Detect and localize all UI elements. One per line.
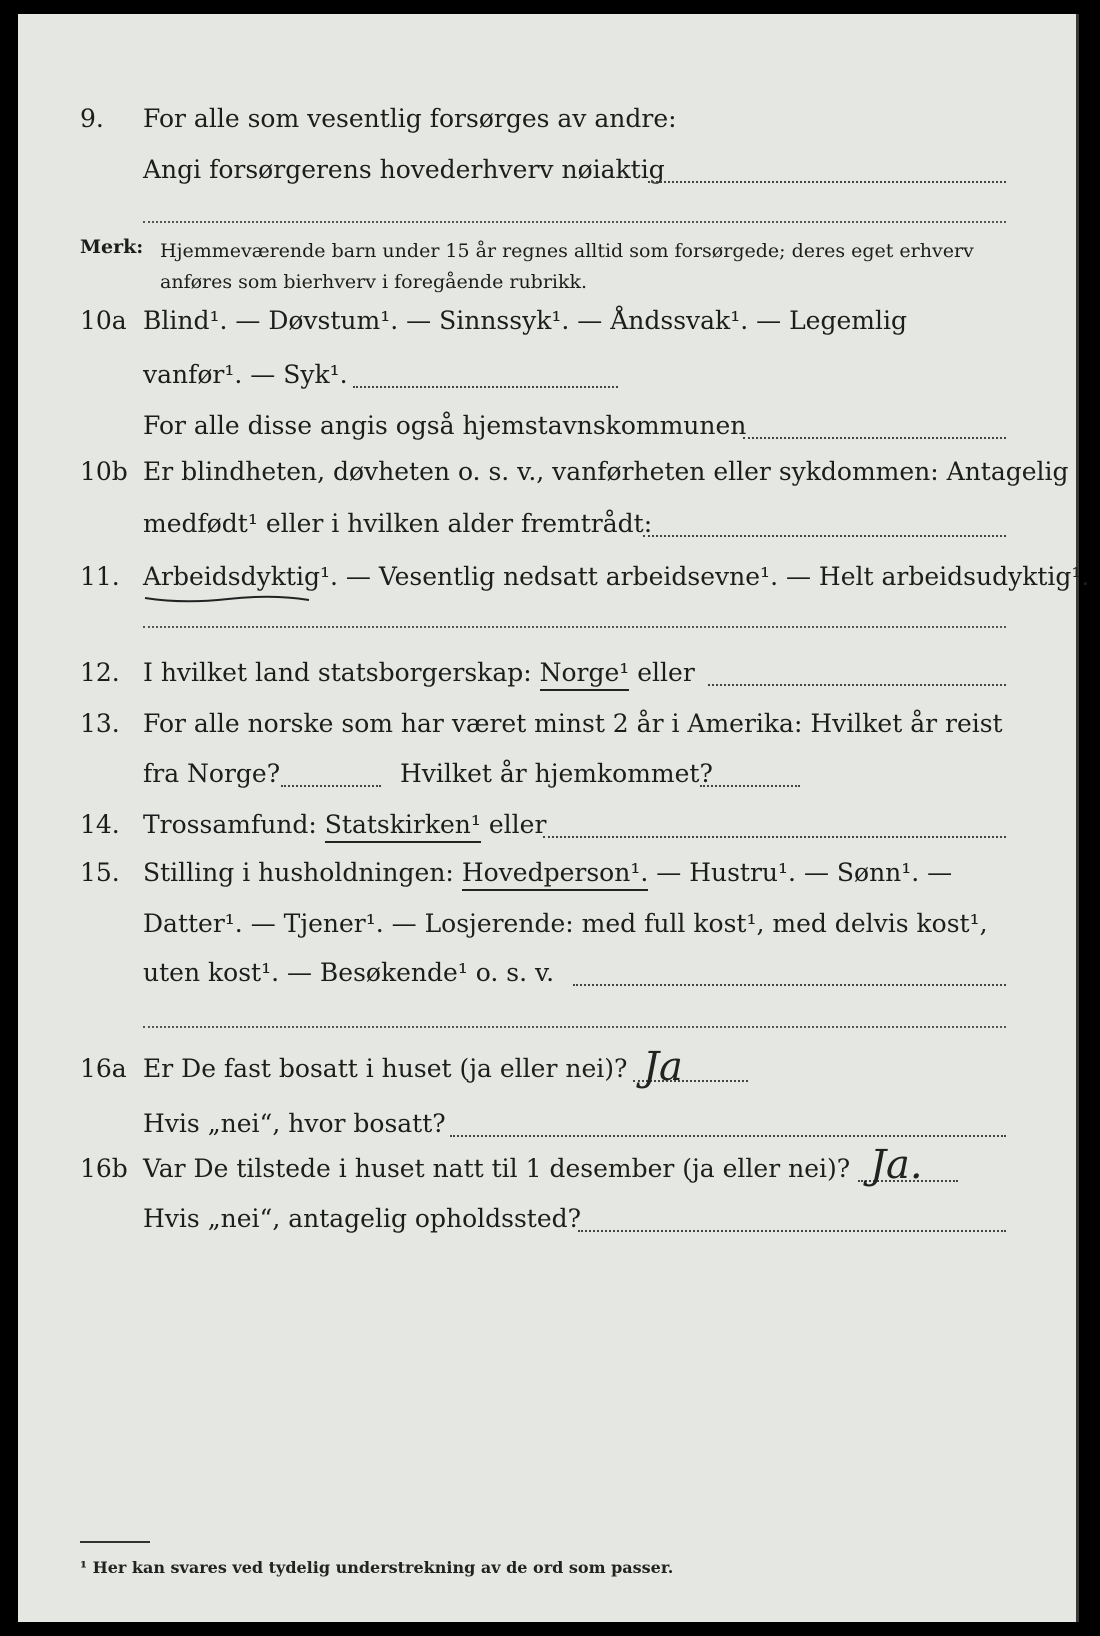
q15-text-3: uten kost¹. — Besøkende¹ o. s. v. (143, 958, 555, 987)
q15-prefix: Stilling i husholdningen: (143, 858, 454, 887)
q13-number: 13. (80, 709, 120, 738)
handwritten-underline-mark (143, 592, 313, 604)
merk-label: Merk: (80, 236, 144, 258)
q10b-number: 10b (80, 457, 128, 486)
q12-option-norge[interactable]: Norge¹ (540, 658, 630, 691)
q12-prefix: I hvilket land statsborgerskap: (143, 658, 532, 687)
q10b-text-2: medfødt¹ eller i hvilken alder fremtrådt: (143, 509, 653, 538)
q15-number: 15. (80, 858, 120, 887)
q14-prefix: Trossamfund: (143, 810, 317, 839)
q16b-text-1: Var De tilstede i huset natt til 1 desember (ja eller nei)? (143, 1154, 851, 1183)
q11-answer-line[interactable] (143, 626, 1006, 628)
q13-text-2b: Hvilket år hjemkommet? (400, 759, 713, 788)
q16b-opholdssted-field[interactable] (578, 1230, 1006, 1232)
q15-text-2: Datter¹. — Tjener¹. — Losjerende: med full kost¹, med delvis kost¹, (143, 909, 988, 938)
q15-text-1 (143, 858, 952, 887)
merk-text-2: anføres som bierhverv i foregående rubrikk. (160, 271, 588, 293)
q15-option-hovedperson[interactable]: Hovedperson¹. (462, 858, 648, 891)
q12-answer-field[interactable] (708, 684, 1006, 686)
q9-answer-field[interactable] (648, 181, 1006, 183)
q9-text-1: For alle som vesentlig forsørges av andre: (143, 104, 677, 133)
q13-text-1: For alle norske som har været minst 2 år i Amerika: Hvilket år reist (143, 709, 1003, 738)
q16a-bosatt-field[interactable] (450, 1135, 1006, 1137)
q11-text-1: Arbeidsdyktig¹. — Vesentlig nedsatt arbeidsevne¹. — Helt arbeidsudyktig¹. (143, 562, 1090, 591)
q10a-answer-field[interactable] (353, 386, 618, 388)
merk-text-1: Hjemmeværende barn under 15 år regnes alltid som forsørgede; deres eget erhverv (160, 240, 974, 262)
q12-number: 12. (80, 658, 120, 687)
q13-reist-field[interactable] (281, 785, 381, 787)
q16a-number: 16a (80, 1054, 127, 1083)
q10a-text-1: Blind¹. — Døvstum¹. — Sinnssyk¹. — Åndssvak¹. — Legemlig (143, 306, 907, 335)
q10a-text-2: vanfør¹. — Syk¹. (143, 360, 348, 389)
q13-hjemkommet-field[interactable] (700, 785, 800, 787)
q9-text-2: Angi forsørgerens hovederhverv nøiaktig (143, 155, 665, 184)
q10b-text-1: Er blindheten, døvheten o. s. v., vanførheten eller sykdommen: Antagelig (143, 457, 1069, 486)
q15-answer-field[interactable] (573, 984, 1006, 986)
q14-number: 14. (80, 810, 120, 839)
q14-text (143, 810, 546, 839)
q13-text-2a: fra Norge? (143, 759, 281, 788)
q11-number: 11. (80, 562, 120, 591)
census-form-page (18, 14, 1090, 1622)
q9-number: 9. (80, 104, 104, 133)
q10a-number: 10a (80, 306, 127, 335)
q9-answer-line-2[interactable] (143, 221, 1006, 223)
footnote: ¹ Her kan svares ved tydelig understrekning av de ord som passer. (80, 1558, 674, 1577)
q10a-hometown-field[interactable] (743, 437, 1006, 439)
q16b-text-2: Hvis „nei“, antagelig opholdssted? (143, 1204, 582, 1233)
q15-suffix: — Hustru¹. — Sønn¹. — (656, 858, 953, 887)
q10b-answer-field[interactable] (643, 535, 1006, 537)
q16a-text-1: Er De fast bosatt i huset (ja eller nei)? (143, 1054, 628, 1083)
q16b-number: 16b (80, 1154, 128, 1183)
q14-answer-field[interactable] (543, 836, 1006, 838)
q16a-text-2: Hvis „nei“, hvor bosatt? (143, 1109, 446, 1138)
footnote-rule (80, 1541, 150, 1543)
q12-suffix: eller (637, 658, 695, 687)
q10a-text-3: For alle disse angis også hjemstavnskommunen (143, 411, 747, 440)
q16a-handwritten-answer: Ja (643, 1044, 683, 1090)
q12-text (143, 658, 695, 687)
q14-suffix: eller (488, 810, 547, 839)
q14-option-statskirken[interactable]: Statskirken¹ (325, 810, 481, 843)
merk-body (160, 236, 974, 298)
q15-answer-line-2[interactable] (143, 1026, 1006, 1028)
q16b-handwritten-answer: Ja. (870, 1142, 923, 1188)
